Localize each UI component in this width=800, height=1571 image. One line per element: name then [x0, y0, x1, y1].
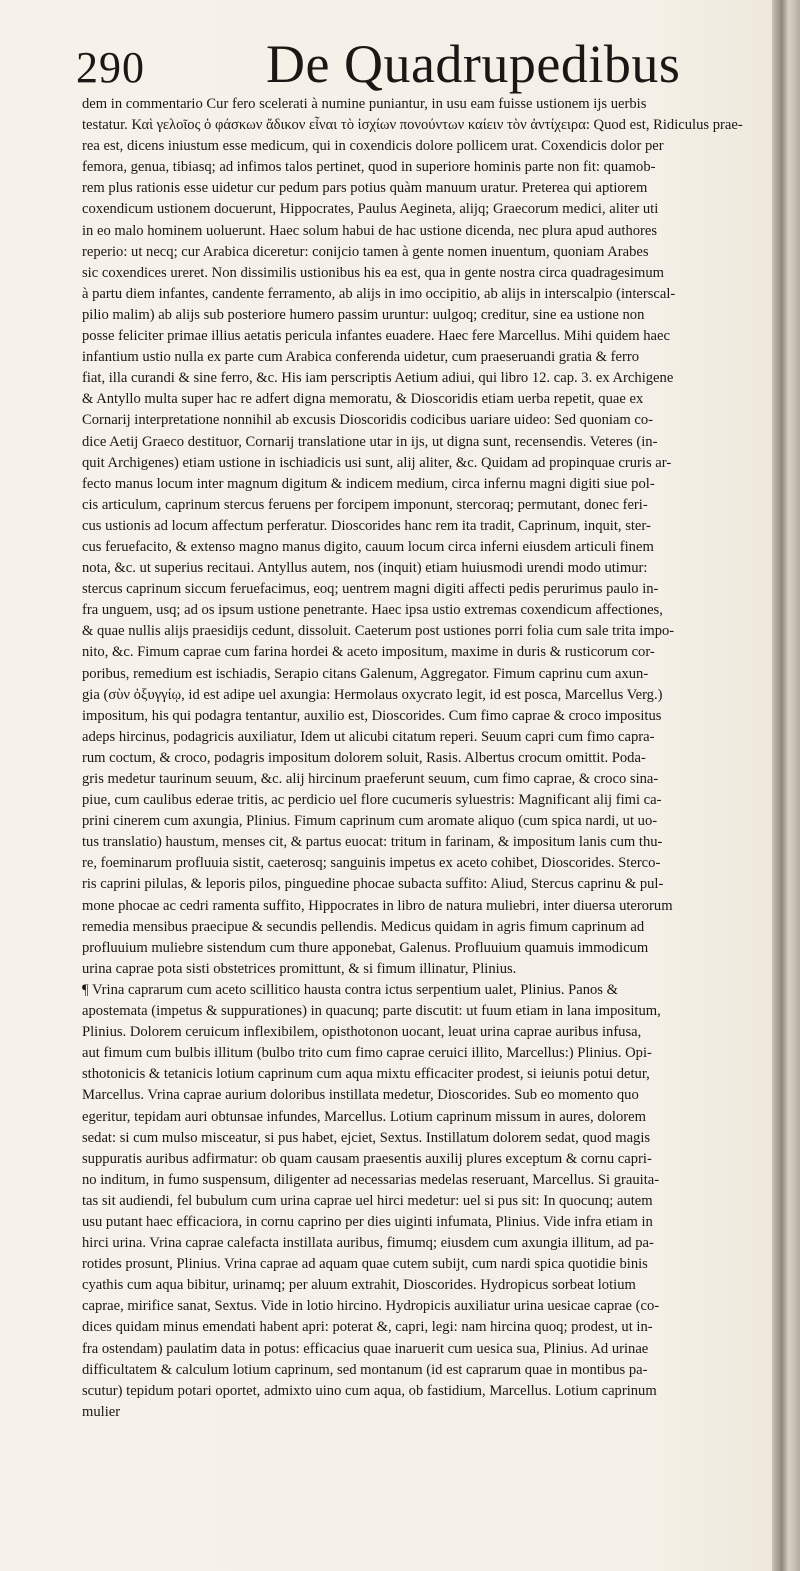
text-line: rotides prosunt, Plinius. Vrina caprae ad aquam quae cutem subijt, cum nardi spica quotidie binis	[82, 1256, 648, 1273]
page-number: 290	[76, 43, 145, 92]
text-line: remedia mensibus praecipue & secundis pellendis. Medicus quidam in agris fimum caprinum ad	[82, 918, 645, 935]
text-line: nota, &c. ut superius recitaui. Antyllus autem, nos (inquit) etiam huiusmodi urendi modo utimur:	[82, 560, 648, 577]
text-line: urina caprae pota sisti obstetrices promittunt, & si fimum illinatur, Plinius.	[82, 960, 517, 977]
text-line: re, foeminarum profluuia sistit, caeterosq; sanguinis impetus ex aceto cohibet, Dioscorides. Sterco-	[82, 855, 661, 872]
text-line: cus feruefacito, & extenso magno manus digito, cauum locum circa inferni eiusdem articuli finem	[82, 538, 654, 555]
running-head: De Quadrupedibus	[266, 34, 681, 94]
text-line: impositum, his qui podagra tentantur, auxilio est, Dioscorides. Cum fimo caprae & croco impositus	[82, 707, 662, 724]
text-line: fiat, illa curandi & sine ferro, &c. His iam perscriptis Aetium adiui, qui libro 12. cap. 3. ex Archigene	[82, 370, 674, 387]
page-edge	[772, 0, 800, 1571]
text-line: rea est, dicens iniustum esse medicum, qui in coxendicis dolore pollicem urat. Coxendicis dolor per	[82, 138, 664, 155]
text-line: ¶ Vrina caprarum cum aceto scillitico hausta contra ictus serpentium ualet, Plinius. Panos &	[82, 981, 618, 998]
text-line: aut fimum cum bulbis illitum (bulbo trito cum fimo caprae ceruici illito, Marcellus:) Plinius. Opi-	[82, 1045, 652, 1062]
text-line: stercus caprinum siccum feruefacimus, eoq; uentrem magni digiti affecti pedis perurimus paulo in-	[82, 581, 659, 598]
text-line: femora, genua, tibiasq; ad infimos talos pertinet, quod in superiore hominis parte non fit: quamob-	[82, 159, 656, 176]
text-line: fra ostendam) paulatim data in potus: efficacius quae inaruerit cum uesica sua, Plinius. Ad urinae	[82, 1340, 649, 1357]
text-line: à partu diem infantes, candente ferramento, ab alijs in imo occipitio, ab alijs in interscalpio (interscal-	[82, 285, 676, 302]
text-line: reperio: ut necq; cur Arabica diceretur: conijcio tamen à gente nomen inuentum, quoniam Arabes	[82, 243, 649, 260]
text-line: cyathis cum aqua bibitur, urinamq; per aluum extrahit, Dioscorides. Hydropicus sorbeat lotium	[82, 1277, 636, 1294]
text-line: suppuratis auribus adfirmatur: ob quam causam praesentis auxilij plures exceptum & cornu capri-	[82, 1150, 652, 1167]
text-line: prini cinerem cum axungia, Plinius. Fimum caprinum cum aromate aliquo (cum spica nardi, ut uo-	[82, 813, 658, 830]
text-line: posse feliciter primae illius aetatis pericula infantes euadere. Haec fere Marcellus. Mihi quidem haec	[82, 328, 670, 345]
text-line: no inditum, in fumo suspensum, diligenter ad necessarias medelas reseruant, Marcellus. Si grauita-	[82, 1171, 660, 1188]
text-line: hirci urina. Vrina caprae calefacta instillata auribus, fimumq; eiusdem cum axungia illitum, ad pa-	[82, 1235, 654, 1252]
text-line: dices quidam minus emendati habent apri: poterat &, capri, legi: nam hircina quoq; prodest, ut in-	[82, 1319, 653, 1336]
text-line: & Antyllo multa super hac re adfert digna memoratu, & Dioscoridis etiam uerba repetit, quae ex	[82, 391, 644, 408]
text-line: ris caprini pilulas, & leporis pilos, pinguedine phocae subacta suffito: Aliud, Stercus caprinu & pul-	[82, 876, 664, 893]
text-line: difficultatem & calculum lotium caprinum, sed montanum (id est caprarum quae in montibus pa-	[82, 1361, 648, 1378]
text-line: mone phocae ac cedri ramenta suffito, Hippocrates in libro de natura muliebri, inter diuersa uterorum	[82, 897, 673, 914]
body-text	[82, 94, 772, 1420]
text-line: fra unguem, usq; ad os ipsum ustione penetrante. Haec ipsa ustio extremas coxendicum affectiones,	[82, 602, 663, 619]
text-line: tus translatio) haustum, menses cit, & partus euocat: tritum in farinam, & impositum lanis cum thu-	[82, 834, 663, 851]
text-line: rem plus rationis esse uidetur cur pedum pars potius quàm manuum uratur. Preterea qui aptiorem	[82, 180, 648, 197]
text-line: caprae, mirifice sanat, Sextus. Vide in lotio hircino. Hydropicis auxiliatur urina uesicae caprae (co-	[82, 1298, 660, 1315]
text-line: piue, cum caulibus ederae tritis, ac perdicio uel flore cucumeris syluestris: Magnificant alij fimi ca-	[82, 792, 662, 809]
text-line: gris medetur taurinum seuum, &c. alij hircinum praeferunt seuum, cum fimo caprae, & croco sina-	[82, 771, 659, 787]
text-line: egeritur, tepidam auri obtunsae infundes, Marcellus. Lotium caprinum missum in aures, dolorem	[82, 1108, 646, 1125]
text-line: fecto manus locum inter magnum digitum & indicem medium, circa infernu magni digiti siue pol-	[82, 475, 655, 492]
text-line: sic coxendices ureret. Non dissimilis ustionibus his ea est, qua in gente nostra circa quadragesimum	[82, 264, 664, 281]
text-line: Cornarij interpretatione nonnihil ab excusis Dioscoridis codicibus uariare uideo: Sed quoniam co-	[82, 412, 654, 429]
text-line: cus ustionis ad locum affectum perferatur. Dioscorides hanc rem ita tradit, Caprinum, inquit, ster-	[82, 517, 651, 534]
text-line: Marcellus. Vrina caprae aurium doloribus instillata medetur, Dioscorides. Sub eo momento quo	[82, 1087, 639, 1104]
text-line: quit Archigenes) etiam ustione in ischiadicis usi sunt, alij aliter, &c. Quidam ad propinquae cruris ar-	[82, 454, 672, 471]
text-line: dem in commentario Cur fero scelerati à numine puniantur, in usu eam fuisse ustionem ijs uerbis	[82, 96, 647, 112]
text-line: rum coctum, & croco, podagris impositum dolorem soluit, Rasis. Albertus crocum omittit. Poda-	[82, 749, 646, 766]
text-line: cis articulum, caprinum stercus feruens per forcipem imponunt, stercoraq; permutant, donec feri-	[82, 496, 648, 513]
text-line: pilio malim) ab alijs sub posteriore humero passim uruntur: uulgoq; creditur, sine ea ustione non	[82, 306, 645, 323]
text-line: testatur. Καὶ γελοῖος ὁ φάσκων ἄδικον εἶναι τὸ ἰσχίων πονούντων καίειν τὸν ἀντίχειρα: Quod est, Ridiculus prae-	[82, 117, 743, 134]
text-line: nito, &c. Fimum caprae cum farina hordei & aceto impositum, maxime in duris & rusticorum cor-	[82, 644, 655, 661]
text-line: sthotonicis & tetanicis lotium caprinum cum aqua mixtu efficaciter prodest, si ieiunis potui detur,	[82, 1066, 650, 1083]
text-line: poribus, remedium est ischiadis, Serapio citans Galenum, Aggregator. Fimum caprinu cum axun-	[82, 665, 649, 682]
text-line: dice Aetij Graeco destituor, Cornarij translatione utar in ijs, ut digna sunt, recensendis. Veteres (in-	[82, 433, 658, 450]
text-line: infantium ustio nulla ex parte cum Arabica conferenda uidetur, cum praeseruandi gratia & ferro	[82, 349, 639, 366]
text-line: mulier	[82, 1403, 121, 1420]
text-line: Plinius. Dolorem ceruicum inflexibilem, opisthotonon uocant, leuat urina caprae auribus infusa,	[82, 1024, 642, 1041]
text-line: sedat: si cum mulso misceatur, si pus habet, ejciet, Sextus. Instillatum dolorem sedat, quod magis	[82, 1129, 651, 1146]
text-line: apostemata (impetus & suppurationes) in quacunq; parte discutit: ut fuum etiam in lana impositum,	[82, 1003, 661, 1020]
text-line: gia (σὺν ὀξυγγίῳ, id est adipe uel axungia: Hermolaus oxycrato legit, id est posca, Marcellus Verg.)	[82, 686, 663, 703]
page-header	[76, 34, 756, 94]
text-line: adeps hircinus, podagricis auxiliatur, Idem ut alicubi citatum reperi. Seuum capri cum fimo capra-	[82, 728, 655, 745]
text-line: tas sit audiendi, fel bubulum cum urina caprae uel hirci medetur: uel si pus sit: In quocunq; autem	[82, 1192, 653, 1209]
text-line: scutur) tepidum potari oportet, admixto uino cum aqua, ob fastidium, Marcellus. Lotium caprinum	[82, 1382, 657, 1399]
text-line: profluuium muliebre sistendum cum thure apponebat, Galenus. Profluuium quamuis immodicum	[82, 939, 649, 956]
text-line: usu putant haec efficaciora, in cornu caprino per dies uiginti infumata, Plinius. Vide infra etiam in	[82, 1213, 653, 1230]
text-line: in eo malo hominem uoluerunt. Haec solum habui de hac ustione dicenda, nec plura apud authores	[82, 222, 658, 239]
text-line: coxendicum ustionem docuerunt, Hippocrates, Paulus Aegineta, alijq; Graecorum medici, aliter uti	[82, 201, 659, 218]
text-line: & quae nullis alijs praesidijs cedunt, dissoluit. Caeterum post ustiones porri folia cum sale trita impo-	[82, 623, 675, 640]
